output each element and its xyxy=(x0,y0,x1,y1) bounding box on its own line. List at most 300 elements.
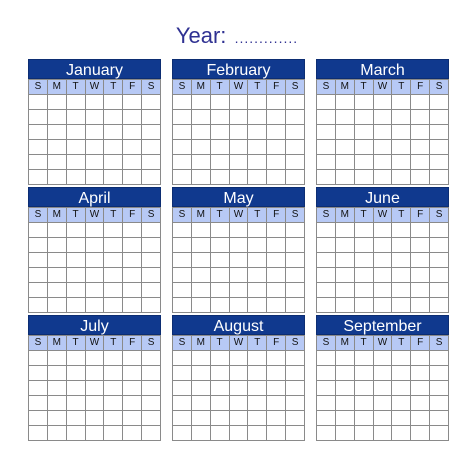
day-cell xyxy=(66,223,85,238)
weekday-row xyxy=(29,336,161,351)
day-cell xyxy=(123,95,142,110)
day-cell xyxy=(373,170,392,185)
day-cell xyxy=(191,283,210,298)
day-cell xyxy=(104,95,123,110)
day-cell xyxy=(335,238,354,253)
weekday-label: F xyxy=(411,208,430,223)
weekday-label: W xyxy=(373,336,392,351)
day-cell xyxy=(335,140,354,155)
day-cell xyxy=(317,298,336,313)
day-cell xyxy=(173,170,192,185)
weekday-label: T xyxy=(392,208,411,223)
weekday-label: M xyxy=(335,336,354,351)
day-cell xyxy=(210,426,229,441)
weekday-label: S xyxy=(286,208,305,223)
week-row xyxy=(317,125,449,140)
day-cell xyxy=(104,140,123,155)
day-cell xyxy=(411,366,430,381)
day-cell xyxy=(392,253,411,268)
day-cell xyxy=(142,170,161,185)
week-row xyxy=(29,396,161,411)
day-cell xyxy=(317,223,336,238)
day-cell xyxy=(354,155,373,170)
week-row xyxy=(173,140,305,155)
day-cell xyxy=(335,253,354,268)
weekday-label: F xyxy=(267,80,286,95)
weekday-row xyxy=(317,208,449,223)
day-cell xyxy=(248,155,267,170)
day-cell xyxy=(142,95,161,110)
day-cell xyxy=(85,411,104,426)
day-cell xyxy=(430,268,449,283)
month-day-grid xyxy=(316,207,449,313)
week-row xyxy=(29,110,161,125)
day-cell xyxy=(430,298,449,313)
month-header: January xyxy=(28,59,161,79)
day-cell xyxy=(373,140,392,155)
week-row xyxy=(29,411,161,426)
week-row xyxy=(317,268,449,283)
week-row xyxy=(29,223,161,238)
month-day-grid xyxy=(172,335,305,441)
day-cell xyxy=(411,238,430,253)
week-row xyxy=(29,283,161,298)
day-cell xyxy=(29,411,48,426)
day-cell xyxy=(229,283,248,298)
day-cell xyxy=(191,170,210,185)
day-cell xyxy=(29,268,48,283)
day-cell xyxy=(191,110,210,125)
day-cell xyxy=(85,381,104,396)
day-cell xyxy=(430,426,449,441)
month-header: April xyxy=(28,187,161,207)
day-cell xyxy=(85,298,104,313)
day-cell xyxy=(104,268,123,283)
day-cell xyxy=(29,125,48,140)
day-cell xyxy=(85,268,104,283)
day-cell xyxy=(229,223,248,238)
week-row xyxy=(317,366,449,381)
day-cell xyxy=(267,170,286,185)
day-cell xyxy=(267,426,286,441)
day-cell xyxy=(173,238,192,253)
day-cell xyxy=(104,253,123,268)
day-cell xyxy=(317,238,336,253)
day-cell xyxy=(47,95,66,110)
day-cell xyxy=(85,366,104,381)
day-cell xyxy=(229,396,248,411)
day-cell xyxy=(373,411,392,426)
week-row xyxy=(317,170,449,185)
day-cell xyxy=(142,110,161,125)
day-cell xyxy=(191,381,210,396)
day-cell xyxy=(354,170,373,185)
weekday-row xyxy=(173,336,305,351)
weekday-label: F xyxy=(411,336,430,351)
day-cell xyxy=(354,351,373,366)
weekday-label: T xyxy=(66,336,85,351)
day-cell xyxy=(248,268,267,283)
month-july xyxy=(28,315,161,441)
weekday-label: W xyxy=(229,80,248,95)
month-may xyxy=(172,187,305,313)
day-cell xyxy=(229,426,248,441)
day-cell xyxy=(104,426,123,441)
day-cell xyxy=(335,351,354,366)
week-row xyxy=(317,95,449,110)
day-cell xyxy=(229,253,248,268)
weekday-label: S xyxy=(29,80,48,95)
day-cell xyxy=(354,238,373,253)
weekday-label: T xyxy=(210,80,229,95)
day-cell xyxy=(191,95,210,110)
weekday-label: S xyxy=(286,336,305,351)
day-cell xyxy=(173,95,192,110)
day-cell xyxy=(335,411,354,426)
day-cell xyxy=(29,351,48,366)
day-cell xyxy=(430,351,449,366)
day-cell xyxy=(104,351,123,366)
day-cell xyxy=(248,366,267,381)
day-cell xyxy=(191,238,210,253)
day-cell xyxy=(229,411,248,426)
day-cell xyxy=(335,110,354,125)
week-row xyxy=(317,110,449,125)
day-cell xyxy=(267,298,286,313)
day-cell xyxy=(191,411,210,426)
day-cell xyxy=(354,110,373,125)
day-cell xyxy=(267,223,286,238)
day-cell xyxy=(267,396,286,411)
weekday-label: S xyxy=(286,80,305,95)
week-row xyxy=(173,426,305,441)
day-cell xyxy=(373,110,392,125)
day-cell xyxy=(210,268,229,283)
day-cell xyxy=(267,283,286,298)
day-cell xyxy=(173,298,192,313)
day-cell xyxy=(85,426,104,441)
day-cell xyxy=(123,170,142,185)
day-cell xyxy=(373,155,392,170)
day-cell xyxy=(392,426,411,441)
weekday-label: S xyxy=(29,336,48,351)
day-cell xyxy=(335,298,354,313)
month-september xyxy=(316,315,449,441)
day-cell xyxy=(286,95,305,110)
day-cell xyxy=(248,283,267,298)
day-cell xyxy=(123,426,142,441)
day-cell xyxy=(85,238,104,253)
day-cell xyxy=(210,283,229,298)
day-cell xyxy=(286,298,305,313)
day-cell xyxy=(85,253,104,268)
day-cell xyxy=(248,125,267,140)
day-cell xyxy=(123,223,142,238)
day-cell xyxy=(267,238,286,253)
day-cell xyxy=(430,396,449,411)
day-cell xyxy=(317,125,336,140)
day-cell xyxy=(173,125,192,140)
month-day-grid xyxy=(28,79,161,185)
day-cell xyxy=(392,125,411,140)
day-cell xyxy=(411,95,430,110)
week-row xyxy=(173,411,305,426)
day-cell xyxy=(248,298,267,313)
day-cell xyxy=(85,170,104,185)
day-cell xyxy=(210,170,229,185)
day-cell xyxy=(248,351,267,366)
day-cell xyxy=(66,95,85,110)
day-cell xyxy=(317,426,336,441)
weekday-label: F xyxy=(123,208,142,223)
day-cell xyxy=(104,366,123,381)
day-cell xyxy=(123,110,142,125)
weekday-row xyxy=(29,208,161,223)
weekday-label: S xyxy=(142,80,161,95)
day-cell xyxy=(229,170,248,185)
weekday-label: F xyxy=(267,336,286,351)
day-cell xyxy=(248,110,267,125)
day-cell xyxy=(142,426,161,441)
weekday-label: T xyxy=(248,80,267,95)
day-cell xyxy=(191,140,210,155)
day-cell xyxy=(317,351,336,366)
day-cell xyxy=(210,110,229,125)
weekday-label: M xyxy=(47,80,66,95)
day-cell xyxy=(229,155,248,170)
week-row xyxy=(173,396,305,411)
day-cell xyxy=(123,351,142,366)
week-row xyxy=(317,140,449,155)
day-cell xyxy=(85,223,104,238)
day-cell xyxy=(47,411,66,426)
day-cell xyxy=(142,396,161,411)
weekday-label: S xyxy=(317,80,336,95)
day-cell xyxy=(123,396,142,411)
day-cell xyxy=(286,125,305,140)
weekday-row xyxy=(317,80,449,95)
day-cell xyxy=(430,223,449,238)
day-cell xyxy=(392,170,411,185)
year-blank: ............. xyxy=(234,30,299,46)
day-cell xyxy=(29,95,48,110)
day-cell xyxy=(47,381,66,396)
day-cell xyxy=(47,125,66,140)
day-cell xyxy=(392,381,411,396)
weekday-label: M xyxy=(335,208,354,223)
day-cell xyxy=(411,223,430,238)
day-cell xyxy=(392,110,411,125)
day-cell xyxy=(29,366,48,381)
day-cell xyxy=(286,411,305,426)
day-cell xyxy=(335,155,354,170)
day-cell xyxy=(373,351,392,366)
weekday-label: T xyxy=(248,208,267,223)
day-cell xyxy=(173,155,192,170)
day-cell xyxy=(354,223,373,238)
weekday-label: W xyxy=(229,208,248,223)
weekday-label: F xyxy=(267,208,286,223)
weekday-label: M xyxy=(191,208,210,223)
day-cell xyxy=(210,140,229,155)
weekday-label: F xyxy=(411,80,430,95)
day-cell xyxy=(392,283,411,298)
day-cell xyxy=(373,396,392,411)
day-cell xyxy=(66,396,85,411)
day-cell xyxy=(335,95,354,110)
weekday-label: F xyxy=(123,80,142,95)
day-cell xyxy=(411,298,430,313)
week-row xyxy=(29,125,161,140)
day-cell xyxy=(66,351,85,366)
day-cell xyxy=(392,366,411,381)
day-cell xyxy=(85,95,104,110)
day-cell xyxy=(317,140,336,155)
day-cell xyxy=(411,125,430,140)
weekday-row xyxy=(317,336,449,351)
day-cell xyxy=(286,170,305,185)
weekday-label: S xyxy=(173,336,192,351)
day-cell xyxy=(47,223,66,238)
day-cell xyxy=(317,268,336,283)
week-row xyxy=(317,381,449,396)
month-header: July xyxy=(28,315,161,335)
day-cell xyxy=(142,298,161,313)
day-cell xyxy=(191,268,210,283)
day-cell xyxy=(411,140,430,155)
day-cell xyxy=(85,396,104,411)
week-row xyxy=(317,396,449,411)
weekday-label: W xyxy=(85,336,104,351)
day-cell xyxy=(104,298,123,313)
day-cell xyxy=(229,366,248,381)
day-cell xyxy=(286,140,305,155)
day-cell xyxy=(392,95,411,110)
week-row xyxy=(173,283,305,298)
day-cell xyxy=(29,238,48,253)
day-cell xyxy=(248,253,267,268)
day-cell xyxy=(142,223,161,238)
day-cell xyxy=(335,396,354,411)
day-cell xyxy=(317,110,336,125)
day-cell xyxy=(210,253,229,268)
day-cell xyxy=(123,268,142,283)
day-cell xyxy=(210,396,229,411)
week-row xyxy=(29,95,161,110)
day-cell xyxy=(354,366,373,381)
weekday-label: S xyxy=(430,336,449,351)
day-cell xyxy=(47,110,66,125)
weekday-label: W xyxy=(85,208,104,223)
day-cell xyxy=(47,283,66,298)
month-header: September xyxy=(316,315,449,335)
weekday-label: T xyxy=(66,208,85,223)
month-june xyxy=(316,187,449,313)
day-cell xyxy=(47,268,66,283)
day-cell xyxy=(142,351,161,366)
month-february xyxy=(172,59,305,185)
day-cell xyxy=(29,223,48,238)
day-cell xyxy=(85,283,104,298)
week-row xyxy=(173,170,305,185)
day-cell xyxy=(430,283,449,298)
day-cell xyxy=(430,253,449,268)
day-cell xyxy=(267,125,286,140)
week-row xyxy=(173,268,305,283)
day-cell xyxy=(191,426,210,441)
day-cell xyxy=(267,253,286,268)
day-cell xyxy=(229,381,248,396)
week-row xyxy=(317,223,449,238)
day-cell xyxy=(354,396,373,411)
weekday-label: T xyxy=(210,208,229,223)
day-cell xyxy=(104,411,123,426)
day-cell xyxy=(123,298,142,313)
day-cell xyxy=(286,238,305,253)
month-header: March xyxy=(316,59,449,79)
day-cell xyxy=(317,155,336,170)
day-cell xyxy=(47,298,66,313)
day-cell xyxy=(411,381,430,396)
day-cell xyxy=(29,396,48,411)
weekday-row xyxy=(29,80,161,95)
day-cell xyxy=(392,298,411,313)
weekday-label: T xyxy=(104,336,123,351)
day-cell xyxy=(66,110,85,125)
day-cell xyxy=(229,268,248,283)
day-cell xyxy=(142,238,161,253)
day-cell xyxy=(354,381,373,396)
day-cell xyxy=(104,170,123,185)
day-cell xyxy=(123,155,142,170)
day-cell xyxy=(173,140,192,155)
day-cell xyxy=(173,223,192,238)
weekday-label: T xyxy=(248,336,267,351)
day-cell xyxy=(191,223,210,238)
day-cell xyxy=(317,381,336,396)
day-cell xyxy=(173,110,192,125)
day-cell xyxy=(373,223,392,238)
day-cell xyxy=(229,125,248,140)
day-cell xyxy=(373,95,392,110)
day-cell xyxy=(267,411,286,426)
day-cell xyxy=(286,223,305,238)
day-cell xyxy=(229,110,248,125)
weekday-label: T xyxy=(210,336,229,351)
day-cell xyxy=(123,381,142,396)
day-cell xyxy=(191,253,210,268)
weekday-label: W xyxy=(373,208,392,223)
day-cell xyxy=(392,351,411,366)
week-row xyxy=(173,298,305,313)
day-cell xyxy=(373,238,392,253)
weekday-label: S xyxy=(142,208,161,223)
weekday-label: S xyxy=(317,336,336,351)
day-cell xyxy=(430,381,449,396)
week-row xyxy=(317,155,449,170)
day-cell xyxy=(248,95,267,110)
day-cell xyxy=(335,366,354,381)
week-row xyxy=(29,351,161,366)
week-row xyxy=(317,283,449,298)
day-cell xyxy=(267,366,286,381)
day-cell xyxy=(317,283,336,298)
day-cell xyxy=(66,170,85,185)
month-day-grid xyxy=(28,335,161,441)
month-march xyxy=(316,59,449,185)
day-cell xyxy=(85,351,104,366)
day-cell xyxy=(173,283,192,298)
